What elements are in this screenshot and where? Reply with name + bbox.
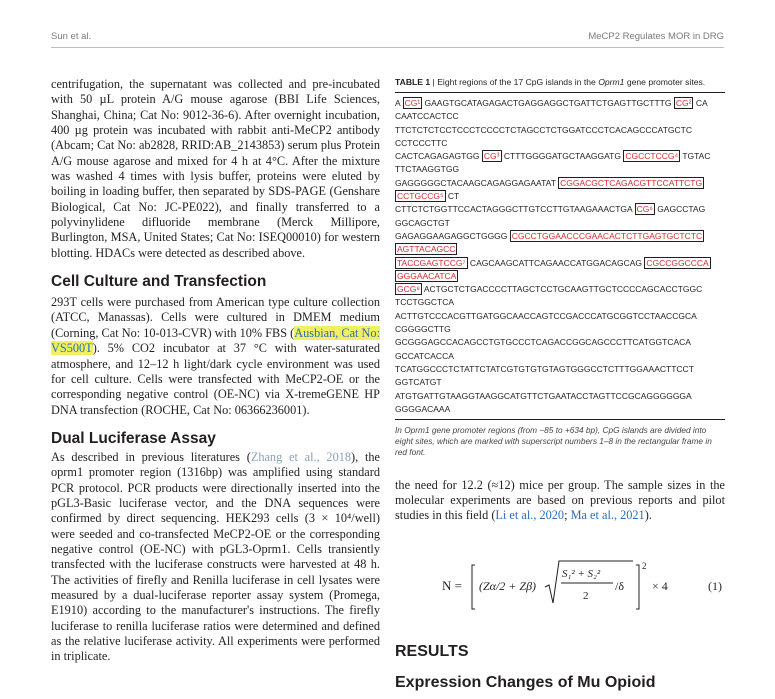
header-rule xyxy=(51,47,724,48)
table-row: A CG¹ GAAGTGCATAGAGACTGAGGAGGCTGATTCTGAGTTGCTTTG CG² CA xyxy=(395,98,708,108)
table-row: GGTCATGT xyxy=(395,377,442,388)
table-label: TABLE 1 xyxy=(395,77,431,87)
section-heading-results: RESULTS xyxy=(395,643,469,660)
formula-graphic xyxy=(395,557,725,617)
table-row: CCTGCCG⁵ CT xyxy=(397,191,460,202)
table-row: GCCATCACCA xyxy=(395,350,454,361)
running-head-author: Sun et al. xyxy=(51,31,92,42)
sample-size-paragraph: the need for 12.2 (≈12) mice per group. The sample sizes in the molecular experiments are based on previous reports and pilot studies in this field (Li et al., 2020; Ma et al., 2021). xyxy=(395,477,725,523)
formula-exponent: 2 xyxy=(642,561,647,571)
equation-number: (1) xyxy=(708,579,722,593)
subsection-heading: Expression Changes of Mu Opioid xyxy=(395,674,656,691)
formula-right-bracket xyxy=(636,565,639,609)
citation-link-ma[interactable]: Ma et al., 2021 xyxy=(570,508,645,523)
table-footnote: In Oprm1 gene promoter regions (from −85 to +634 bp), CpG islands are divided into eight sites, which are marked with superscript numbers 1–8 in the rectangular frame in red font. xyxy=(395,425,712,457)
formula-numerator: S₁² + S₂² xyxy=(562,568,601,580)
table-row: CTTCTCTGGTTCCACTAGGGCTTGTCCTTGTAAGAAACTGA CG⁶ GAGCCTAG xyxy=(395,204,706,215)
cpg-island-marker: CGCCGGCCCA xyxy=(646,257,709,268)
methods-paragraph-cell-culture xyxy=(51,295,380,418)
sequence-table xyxy=(395,97,725,416)
luciferase-text-a: As described in previous literatures ( xyxy=(51,449,251,464)
table-row xyxy=(395,243,725,256)
formula-left-bracket xyxy=(472,565,475,609)
highlighted-reagent[interactable]: Ausbian, Cat No: VS500T xyxy=(51,325,380,356)
cpg-island-marker: GGGAACATCA xyxy=(397,270,457,281)
table-row: TTCTCTCTCCTCCCTCCCCTCTAGCCTCTGGATCCCTCACAGCCCATGCTC xyxy=(395,124,692,135)
table-row: GGGGACAAA xyxy=(395,403,451,414)
table-row: GAGAGGAAGAGGCTGGGG CGCCTGGAACCCGAACACTCTTGAGTGCTCTC xyxy=(395,230,703,241)
table-row: ACTTGTCCCACGTTGATGGCAACCAGTCCGACCCATGCGGTCCTAACCGCA xyxy=(395,310,697,321)
table-caption: TABLE 1 | Eight regions of the 17 CpG islands in the Oprm1 gene promoter sites. xyxy=(395,77,706,87)
citation-link-li[interactable]: Li et al., 2020 xyxy=(495,508,565,523)
left-column xyxy=(51,77,380,665)
cpg-island-marker: CG³ xyxy=(483,151,500,162)
formula-multiplier: × 4 xyxy=(652,579,668,593)
table-row: ATGTGATTGTAAGGTAAGGCATGTTCTGAATACCTAGTTCCGCAGGGGGGA xyxy=(395,390,692,401)
cell-culture-text-a: 293T cells were purchased from American type culture collection (ATCC, Manassas). Cells were cultured in DMEM medium (Corning, Cat No: 10-013-CVR) with 10% FBS ( xyxy=(51,295,380,340)
methods-paragraph-luciferase xyxy=(51,450,380,665)
table-row: GCGGGAGCCACAGCCTGTGCCCTCAGACCGGCAGCCCTTCATGGTCACA xyxy=(395,337,691,348)
table-row: TCCTGGCTCA xyxy=(395,297,455,308)
citation-link[interactable]: Zhang et al., 2018 xyxy=(250,449,352,464)
table-row: TACCGAGTCCG⁷ CAGCAAGCATTCAGAACCATGGACAGCAG CGCCGGCCCA xyxy=(397,257,709,268)
cpg-island-marker: CG¹ xyxy=(404,98,421,108)
table-row: CAATCCACTCC xyxy=(395,111,459,122)
table-row: GAGGGGGCTACAAGCAGAGGAGAATAT CGGACGCTCAGACGTTCCATTCTG xyxy=(395,177,703,188)
table-row: CGGGGCTTG xyxy=(395,324,451,335)
table-top-rule xyxy=(395,92,725,93)
table-row: CACTCAGAGAGTGG CG³ CTTTGGGGATGCTAAGGATG CGCCTCCG⁴ TGTAC xyxy=(395,151,711,162)
running-head-title: MeCP2 Regulates MOR in DRG xyxy=(588,31,724,42)
right-column xyxy=(395,77,725,524)
cpg-island-marker: AGTTACAGCC xyxy=(397,244,456,255)
formula-denominator: 2 xyxy=(583,590,589,602)
cpg-island-marker: CG⁶ xyxy=(636,204,653,215)
table-row: TCATGGCCCTCTATTCTATCGTGTGTGTAGTGGGCCTCTTTGGAAACTTCCT xyxy=(395,363,694,374)
cpg-island-marker: GCG⁸ xyxy=(397,284,420,295)
table-row xyxy=(395,270,725,283)
cpg-island-marker: CGCCTGGAACCCGAACACTCTTGAGTGCTCTC xyxy=(511,230,703,241)
section-heading-cell-culture: Cell Culture and Transfection xyxy=(51,273,267,291)
table-row: GCG⁸ ACTGCTCTGACCCCTTAGCTCCTGCAAGTTGCTCCCCAGCACCTGGC xyxy=(397,284,703,295)
methods-paragraph-co-ip: centrifugation, the supernatant was collected and pre-incubated with 50 µL protein A/G mouse agarose (BBI Life Sciences, Shanghai, China; Cat No: 9012-36-6). After overnight incubation, 400 µg protein was incubated with rabbit anti-MeCP2 antibody (Abcam; Cat No: ab2828, RRID:AB_2143853) serum plus Protein A/G mouse agarose and mixed for 4 h at 4°C. After the mixture was washed 4 times with lysis buffer, proteins were eluted by boiling in loading buffer, then separated by SDS-PAGE (Genshare Biological, Cat No: JC-PE022), and finally transferred to a polyvinylidene difluoride membrane (Merck Millipore, Burlington, MSA, United States; Cat No: ISEQ00010) for western blotting. HDACs were detected as described above. xyxy=(51,77,380,260)
table-row: TTCTAAGGTGG xyxy=(395,164,460,175)
cpg-island-marker: CGCCTCCG⁴ xyxy=(625,151,679,162)
table-row: GGCAGCTGT xyxy=(395,217,450,228)
sample-size-formula xyxy=(395,557,725,617)
formula-z-terms: (Zα/2 + Zβ) xyxy=(479,579,537,593)
cpg-island-marker: CCTGCCG⁵ xyxy=(397,191,444,202)
table-bottom-rule xyxy=(395,419,725,420)
cell-culture-text-b: ). 5% CO2 incubator at 37 °C with water-saturated atmosphere, and 12–12 h light/dark cycle environment was used for cell culture. Cells were transfected with MeCP2-OE or the corresponding negative control (OE-NC) via X-tremeGENE HP DNA transfection (ROCHE, Cat No: 06366236001). xyxy=(51,341,380,417)
section-heading-luciferase: Dual Luciferase Assay xyxy=(51,429,216,447)
formula-delta: /δ xyxy=(615,579,624,593)
cpg-island-marker: CGGACGCTCAGACGTTCCATTCTG xyxy=(560,177,703,188)
cpg-island-marker: CG² xyxy=(675,98,692,108)
table-row: CCTCCCTTC xyxy=(395,137,448,148)
cpg-island-marker: TACCGAGTCCG⁷ xyxy=(397,257,466,268)
formula-lhs: N = xyxy=(442,578,462,593)
luciferase-text-b: ), the oprm1 promoter region (1316bp) was amplified using standard PCR protocol. PCR products were directionally inserted into the pGL3-Basic luciferase vector, and the DNA sequences were confirmed by direct sequencing. HEK293 cells (3 × 10⁴/well) were seeded and co-transfected MeCP2-OE or the corresponding negative control (OE-NC) with pGL3-Oprm1. Cells transiently transfected with the luciferase constructs were harvested at 48 h. The activities of firefly and Renilla luciferase in cell lysates were measured by a dual-luciferase reporter assay system (Promega, E1910) according to the manufacturer's instructions. The firefly luciferase to renilla luciferase ratios were determined and defined as the relative luciferase activity. All experiments were performed in triplicate. xyxy=(51,449,380,664)
